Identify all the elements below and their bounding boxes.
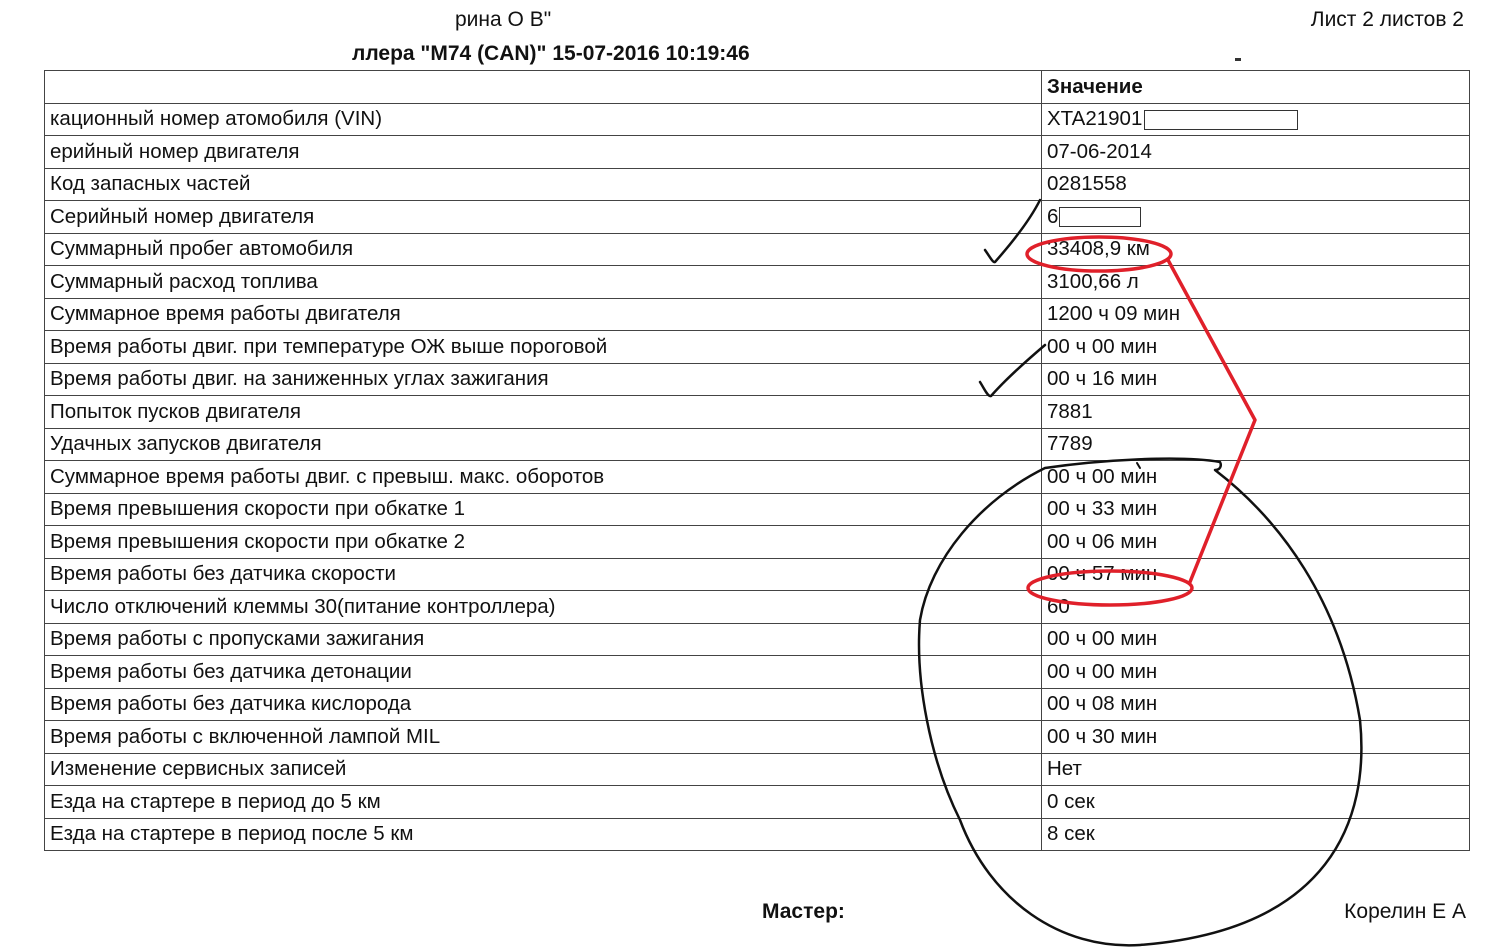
value-cell: 0281558 xyxy=(1042,168,1470,201)
value-cell: 1200 ч 09 мин xyxy=(1042,298,1470,331)
vin-value: XTA21901 xyxy=(1047,107,1143,131)
param-cell: Удачных запусков двигателя xyxy=(45,428,1042,461)
value-cell: 00 ч 30 мин xyxy=(1042,721,1470,754)
table-row xyxy=(45,493,1470,526)
value-cell: 60 xyxy=(1042,591,1470,624)
param-cell: Суммарное время работы двигателя xyxy=(45,298,1042,331)
serial-value: 6 xyxy=(1047,204,1059,228)
value-cell xyxy=(1042,103,1470,136)
table-row xyxy=(45,786,1470,819)
param-cell: Время работы без датчика детонации xyxy=(45,656,1042,689)
value-cell: 7789 xyxy=(1042,428,1470,461)
table-row xyxy=(45,233,1470,266)
param-cell: Время работы двиг. на заниженных углах зажигания xyxy=(45,363,1042,396)
report-table xyxy=(44,70,1470,851)
param-cell: Езда на стартере в период после 5 км xyxy=(45,818,1042,851)
param-cell: Суммарный пробег автомобиля xyxy=(45,233,1042,266)
value-cell: 7881 xyxy=(1042,396,1470,429)
param-cell: Время работы с включенной лампой MIL xyxy=(45,721,1042,754)
column-header-param xyxy=(45,71,1042,104)
param-cell: Езда на стартере в период до 5 км xyxy=(45,786,1042,819)
client-name: рина О В" xyxy=(455,8,552,31)
report-title: ллера "M74 (CAN)" 15-07-2016 10:19:46 xyxy=(352,42,750,65)
table-row xyxy=(45,623,1470,656)
value-cell: 00 ч 06 мин xyxy=(1042,526,1470,559)
table-row xyxy=(45,656,1470,689)
param-cell: кационный номер атомобиля (VIN) xyxy=(45,103,1042,136)
table-row xyxy=(45,428,1470,461)
param-cell: Время работы с пропусками зажигания xyxy=(45,623,1042,656)
param-cell: Время работы двиг. при температуре ОЖ выше пороговой xyxy=(45,331,1042,364)
table-row xyxy=(45,721,1470,754)
table-row xyxy=(45,331,1470,364)
master-label: Мастер: xyxy=(762,900,845,923)
value-cell xyxy=(1042,201,1470,234)
table-row xyxy=(45,753,1470,786)
table-row xyxy=(45,266,1470,299)
param-cell: Попыток пусков двигателя xyxy=(45,396,1042,429)
table-row xyxy=(45,558,1470,591)
param-cell: Код запасных частей xyxy=(45,168,1042,201)
value-cell: 00 ч 08 мин xyxy=(1042,688,1470,721)
value-cell: 3100,66 л xyxy=(1042,266,1470,299)
param-cell: Суммарное время работы двиг. с превыш. макс. оборотов xyxy=(45,461,1042,494)
param-cell: Число отключений клеммы 30(питание контроллера) xyxy=(45,591,1042,624)
sheet-number: Лист 2 листов 2 xyxy=(1310,8,1464,31)
table-row xyxy=(45,461,1470,494)
redaction-box xyxy=(1059,207,1141,227)
table-row xyxy=(45,688,1470,721)
value-cell: Нет xyxy=(1042,753,1470,786)
param-cell: Серийный номер двигателя xyxy=(45,201,1042,234)
master-name: Корелин Е А xyxy=(1344,900,1466,923)
table-row xyxy=(45,363,1470,396)
value-cell: 00 ч 00 мин xyxy=(1042,623,1470,656)
table-row xyxy=(45,168,1470,201)
value-cell: 0 сек xyxy=(1042,786,1470,819)
table-row xyxy=(45,298,1470,331)
redaction-box xyxy=(1144,110,1298,130)
table-row xyxy=(45,526,1470,559)
value-cell: 00 ч 00 мин xyxy=(1042,656,1470,689)
value-cell: 33408,9 км xyxy=(1042,233,1470,266)
table-row xyxy=(45,818,1470,851)
param-cell: Время работы без датчика кислорода xyxy=(45,688,1042,721)
param-cell: Изменение сервисных записей xyxy=(45,753,1042,786)
value-cell: 07-06-2014 xyxy=(1042,136,1470,169)
param-cell: Время превышения скорости при обкатке 2 xyxy=(45,526,1042,559)
scan-speck xyxy=(1235,58,1241,61)
column-header-value: Значение xyxy=(1042,71,1470,104)
value-cell: 00 ч 00 мин xyxy=(1042,331,1470,364)
table-row xyxy=(45,396,1470,429)
table-row xyxy=(45,103,1470,136)
param-cell: Время превышения скорости при обкатке 1 xyxy=(45,493,1042,526)
value-cell: 00 ч 00 мин xyxy=(1042,461,1470,494)
param-cell: ерийный номер двигателя xyxy=(45,136,1042,169)
param-cell: Суммарный расход топлива xyxy=(45,266,1042,299)
param-cell: Время работы без датчика скорости xyxy=(45,558,1042,591)
value-cell: 00 ч 57 мин xyxy=(1042,558,1470,591)
table-row xyxy=(45,201,1470,234)
value-cell: 00 ч 33 мин xyxy=(1042,493,1470,526)
table-row xyxy=(45,591,1470,624)
value-cell: 8 сек xyxy=(1042,818,1470,851)
table-header-row xyxy=(45,71,1470,104)
table-row xyxy=(45,136,1470,169)
value-cell: 00 ч 16 мин xyxy=(1042,363,1470,396)
